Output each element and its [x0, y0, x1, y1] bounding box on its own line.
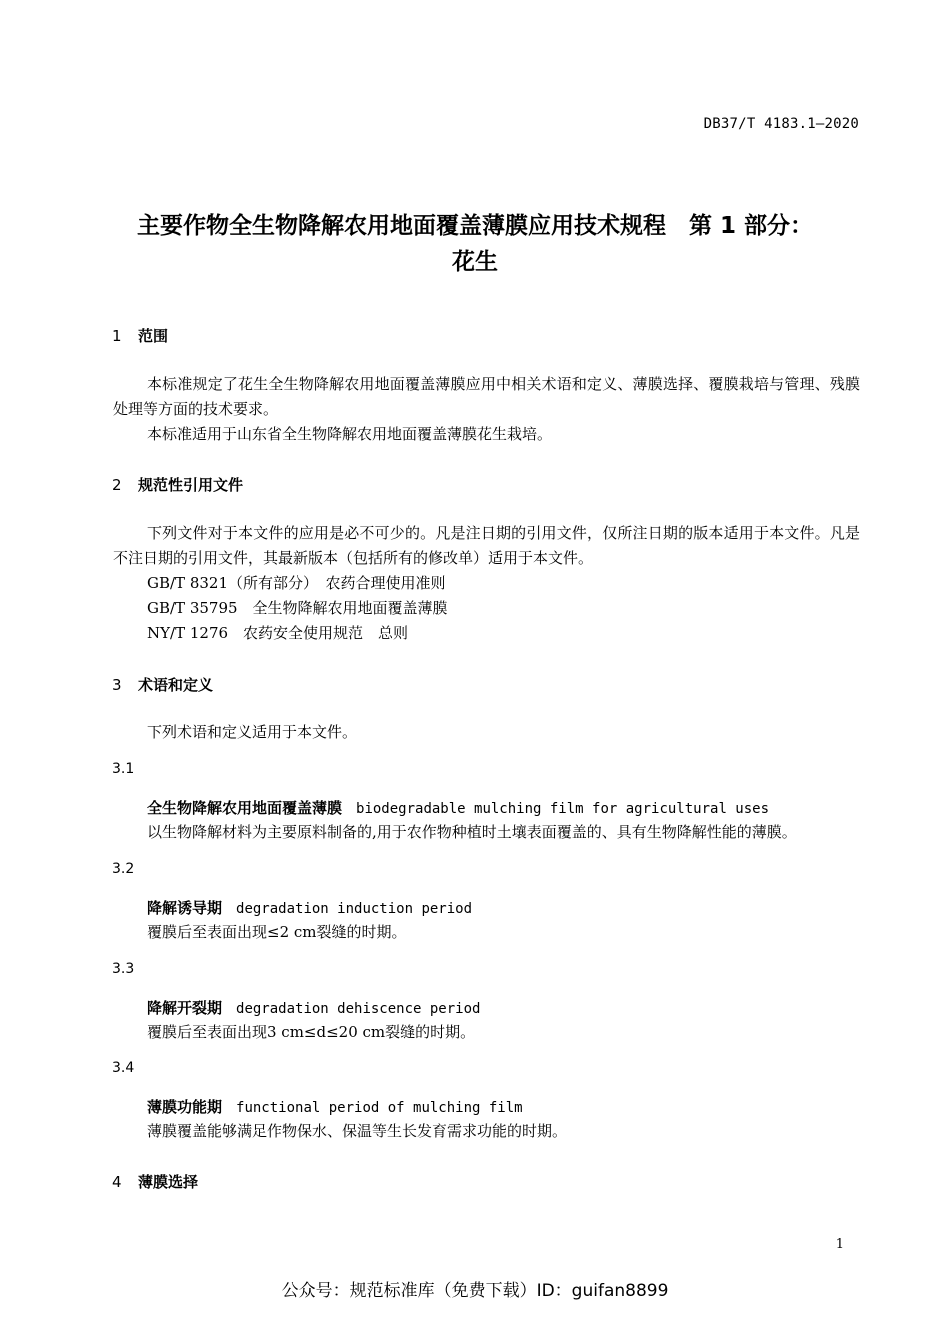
section-3-heading: [112, 674, 213, 695]
term-chinese: 全生物降解农用地面覆盖薄膜: [147, 799, 343, 817]
section-title: 术语和定义: [138, 676, 214, 694]
section-2-heading: [112, 474, 243, 495]
clause-number: 3.4: [112, 1060, 135, 1076]
page-number: 1: [835, 1237, 844, 1252]
footer-watermark-text: 公众号：规范标准库（免费下载）ID：guifan8899: [281, 1281, 669, 1301]
section-title: 薄膜选择: [138, 1173, 199, 1191]
term-chinese: 薄膜功能期: [147, 1098, 223, 1116]
term-definition: 覆膜后至表面出现≤2 cm裂缝的时期。: [147, 923, 407, 941]
term-entry: [147, 997, 480, 1018]
clause-number: 3.3: [112, 961, 135, 977]
document-title-line2: 花生: [452, 249, 498, 275]
section-3-paragraph-1: 下列术语和定义适用于本文件。: [147, 723, 358, 741]
term-entry: [147, 797, 769, 818]
document-code: DB37/T 4183.1—2020: [703, 116, 859, 132]
reference-item: NY/T 1276 农药安全使用规范 总则: [147, 624, 409, 642]
term-entry: [147, 1096, 523, 1117]
section-1-paragraph-2: 本标准适用于山东省全生物降解农用地面覆盖薄膜花生栽培。: [147, 425, 553, 443]
section-number: 4: [112, 1173, 122, 1191]
section-number: 3: [112, 676, 122, 694]
term-entry: [147, 897, 472, 918]
reference-item: GB/T 8321（所有部分） 农药合理使用准则: [147, 574, 446, 592]
term-chinese: 降解诱导期: [147, 899, 223, 917]
document-title-line1: 主要作物全生物降解农用地面覆盖薄膜应用技术规程 第 1 部分：: [136, 213, 814, 239]
section-2-paragraph-1: 下列文件对于本文件的应用是必不可少的。凡是注日期的引用文件，仅所注日期的版本适用于本文件。凡是不注日期的引用文件，其最新版本（包括所有的修改单）适用于本文件。: [113, 524, 860, 567]
term-english: degradation dehiscence period: [236, 1001, 481, 1017]
section-number: 1: [112, 327, 122, 345]
clause-number: 3.2: [112, 861, 135, 877]
section-title: 规范性引用文件: [138, 476, 244, 494]
term-definition: 覆膜后至表面出现3 cm≤d≤20 cm裂缝的时期。: [147, 1023, 476, 1041]
term-chinese: 降解开裂期: [147, 999, 223, 1017]
term-definition: 以生物降解材料为主要原料制备的,用于农作物种植时土壤表面覆盖的、具有生物降解性能的薄膜。: [147, 823, 797, 841]
section-4-heading: [112, 1171, 198, 1192]
section-number: 2: [112, 476, 122, 494]
term-english: biodegradable mulching film for agricultural uses: [356, 801, 770, 817]
term-english: degradation induction period: [236, 901, 473, 917]
clause-number: 3.1: [112, 761, 135, 777]
reference-item: GB/T 35795 全生物降解农用地面覆盖薄膜: [147, 599, 448, 617]
section-1-paragraph-1: 本标准规定了花生全生物降解农用地面覆盖薄膜应用中相关术语和定义、薄膜选择、覆膜栽培与管理、残膜处理等方面的技术要求。: [113, 375, 860, 418]
section-1-heading: [112, 325, 168, 346]
section-title: 范围: [138, 327, 169, 345]
term-english: functional period of mulching film: [236, 1100, 523, 1116]
term-definition: 薄膜覆盖能够满足作物保水、保温等生长发育需求功能的时期。: [147, 1122, 568, 1140]
